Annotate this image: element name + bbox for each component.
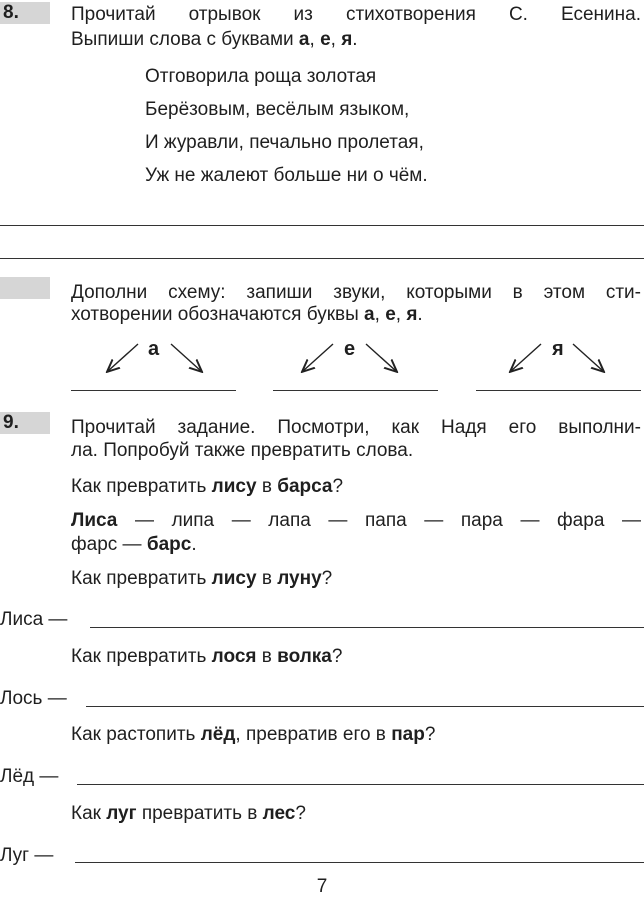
poem-line-2: Берёзовым, весёлым языком, [145, 99, 410, 120]
answer-line-led[interactable] [77, 784, 644, 785]
arrow-left-a [108, 344, 138, 371]
arrow-left-ya [511, 344, 541, 371]
answer-line[interactable] [0, 258, 644, 259]
poem-line-1: Отговорила роща золотая [145, 66, 377, 87]
answer-line-lug[interactable] [75, 862, 644, 863]
arrow-right-a [171, 344, 201, 371]
answer-label-led: Лёд — [0, 766, 59, 787]
answer-label-los: Лось — [0, 688, 67, 709]
poem-line-4: Уж не жалеют больше ни о чём. [145, 165, 428, 186]
scheme-answer-line-ya[interactable] [476, 390, 641, 391]
arrow-right-ya [573, 344, 603, 371]
question-lug-les: Как луг превратить в лес? [71, 803, 306, 824]
page-number: 7 [316, 876, 328, 897]
question-lisa-luna: Как превратить лису в луну? [71, 568, 333, 589]
scheme-instruction-line2: хотворении обозначаются буквы а, е, я. [71, 304, 423, 325]
scheme-instruction-line1: Дополни схему: запиши звуки, которыми в этом сти- [71, 282, 641, 303]
task-9-instruction-line1: Прочитай задание. Посмотри, как Надя его выполни- [71, 417, 641, 438]
arrow-left-e [303, 344, 333, 371]
scheme-answer-line-e[interactable] [273, 390, 438, 391]
example-chain-line2: фарс — барс. [71, 534, 197, 555]
task-8-instruction-line1: Прочитай отрывок из стихотворения С. Есенина. [71, 4, 641, 25]
scheme-task-badge [0, 277, 50, 299]
arrow-right-e [366, 344, 396, 371]
question-lisa-bars: Как превратить лису в барса? [71, 476, 344, 497]
scheme-letter-ya: я [552, 338, 564, 360]
task-8-instruction-line2: Выпиши слова с буквами а, е, я. [71, 29, 358, 50]
task-8-number: 8. [0, 2, 50, 24]
scheme-answer-line-a[interactable] [71, 390, 236, 391]
question-los-volk: Как превратить лося в волка? [71, 646, 343, 667]
scheme-arrows [0, 335, 644, 395]
poem-line-3: И журавли, печально пролетая, [145, 132, 424, 153]
scheme-letter-a: а [148, 338, 160, 360]
answer-line-lisa[interactable] [90, 627, 644, 628]
scheme-letter-e: е [344, 338, 356, 360]
task-9-instruction-line2: ла. Попробуй также превратить слова. [71, 440, 414, 461]
example-chain-line1: Лиса — липа — лапа — папа — пара — фара — [71, 510, 641, 531]
answer-line[interactable] [0, 225, 644, 226]
answer-label-lug: Луг — [0, 845, 54, 866]
answer-label-lisa: Лиса — [0, 609, 68, 630]
task-9-number: 9. [0, 412, 50, 434]
answer-line-los[interactable] [86, 706, 644, 707]
question-led-par: Как растопить лёд, превратив его в пар? [71, 724, 436, 745]
